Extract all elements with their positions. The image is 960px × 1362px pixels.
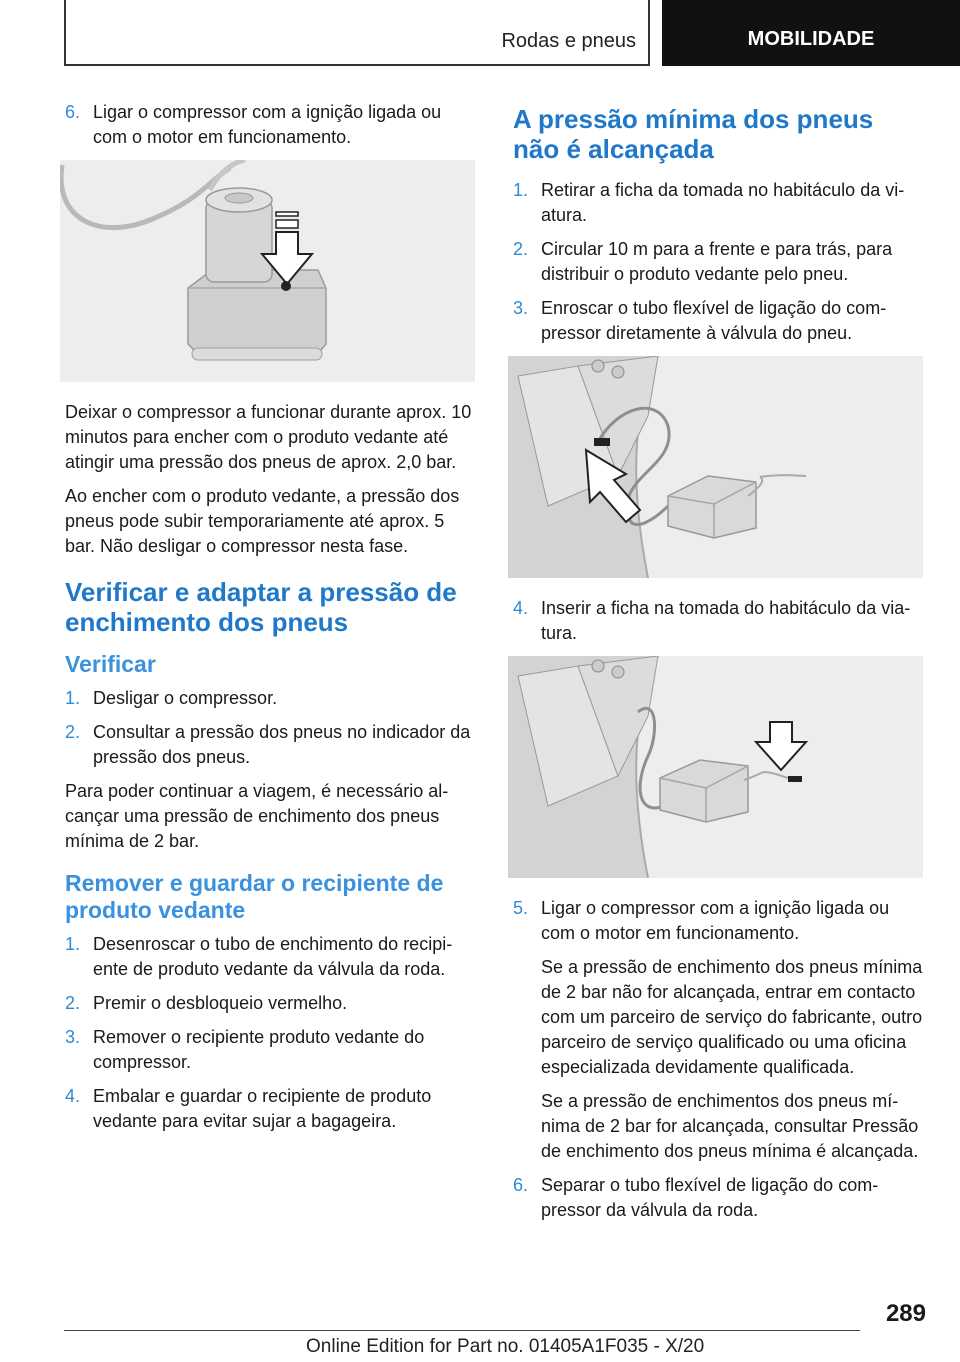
compressor-illustration (60, 160, 475, 382)
step-number: 2. (65, 722, 81, 742)
step-number: 6. (513, 1175, 529, 1195)
list-item (60, 991, 475, 1016)
step-number: 4. (65, 1086, 81, 1106)
list-item (508, 1173, 923, 1223)
step-note: Se a pressão de enchimentos dos pneus mínima de 2 bar for alcançada, consultar Pressão de enchimento dos pneus mínima é alcançada. (541, 1091, 919, 1161)
list-item (508, 237, 923, 287)
step-text: Separar o tubo flexível de ligação do compressor da válvula da roda. (541, 1175, 879, 1220)
step-number: 2. (65, 993, 81, 1013)
header-divider (648, 0, 650, 66)
list-item (508, 296, 923, 346)
step-text: Inserir a ficha na tomada do habitáculo da viatura. (541, 598, 911, 643)
step-text: Enroscar o tubo flexível de ligação do compressor diretamente à válvula do pneu. (541, 298, 887, 343)
socket-plug-illustration (508, 656, 923, 878)
step-number: 1. (513, 180, 529, 200)
list-item (60, 932, 475, 982)
header-chapter-tab: MOBILIDADE (662, 0, 960, 66)
header-section-title: Rodas e pneus (501, 30, 636, 52)
step-text: Embalar e guardar o recipiente de produto vedante para evitar sujar a bagageira. (93, 1086, 432, 1131)
step-number: 3. (65, 1027, 81, 1047)
step-note: Se a pressão de enchimento dos pneus mínima de 2 bar não for alcançada, entrar em contacto com um parceiro de serviço do fabricante, outro parceiro de serviço qualificado ou uma oficina especializada devidamente qualificada. (541, 957, 923, 1077)
list-item (508, 178, 923, 228)
step-text: Consultar a pressão dos pneus no indicador da pressão dos pneus. (93, 722, 471, 767)
step-number: 5. (513, 898, 529, 918)
step-text: Circular 10 m para a frente e para trás, para distribuir o produto vedante pelo pneu. (541, 239, 893, 284)
step-number: 1. (65, 688, 81, 708)
step-text: Desenroscar o tubo de enchimento do recipiente de produto vedante da válvula da roda. (93, 934, 453, 979)
list-item (60, 686, 475, 711)
list-item (60, 1025, 475, 1075)
paragraph: Para poder continuar a viagem, é necessário alcançar uma pressão de enchimento dos pneus mínima de 2 bar. (65, 781, 449, 851)
header-left-rule (64, 0, 66, 66)
valve-connection-illustration (508, 356, 923, 578)
paragraph: Ao encher com o produto vedante, a pressão dos pneus pode subir temporariamente até aprox. 5 bar. Não desligar o compressor nesta fase. (65, 486, 460, 556)
page-number: 289 (885, 1300, 926, 1327)
step-number: 6. (65, 102, 81, 122)
list-item (60, 1084, 475, 1134)
section-heading: Verificar e adaptar a pressão de enchimento dos pneus (65, 577, 457, 637)
list-item (508, 596, 923, 646)
header-bottom-rule (64, 64, 650, 66)
step-number: 2. (513, 239, 529, 259)
step-number: 3. (513, 298, 529, 318)
step-number: 4. (513, 598, 529, 618)
paragraph: Deixar o compressor a funcionar durante aprox. 10 minutos para encher com o produto vedante até atingir uma pressão dos pneus de aprox. 2,0 bar. (65, 402, 472, 472)
right-column (508, 100, 923, 1232)
step-text: Desligar o compressor. (93, 688, 278, 708)
step-number: 1. (65, 934, 81, 954)
footer-edition: Online Edition for Part no. 01405A1F035 - X/20 (306, 1336, 705, 1357)
step-text: Remover o recipiente produto vedante do compressor. (93, 1027, 425, 1072)
list-item (60, 100, 475, 150)
list-item (508, 896, 923, 946)
list-item (60, 720, 475, 770)
subsection-heading: Verificar (65, 651, 156, 677)
step-text: Ligar o compressor com a ignição ligada ou com o motor em funcionamento. (93, 102, 442, 147)
footer-rule (64, 1330, 860, 1331)
subsection-heading: Remover e guardar o recipiente de produto vedante (65, 870, 444, 923)
section-heading: A pressão mínima dos pneus não é alcançada (513, 104, 874, 164)
step-text: Retirar a ficha da tomada no habitáculo da viatura. (541, 180, 905, 225)
step-text: Ligar o compressor com a ignição ligada ou com o motor em funcionamento. (541, 898, 890, 943)
left-column (60, 100, 475, 1143)
step-text: Premir o desbloqueio vermelho. (93, 993, 348, 1013)
